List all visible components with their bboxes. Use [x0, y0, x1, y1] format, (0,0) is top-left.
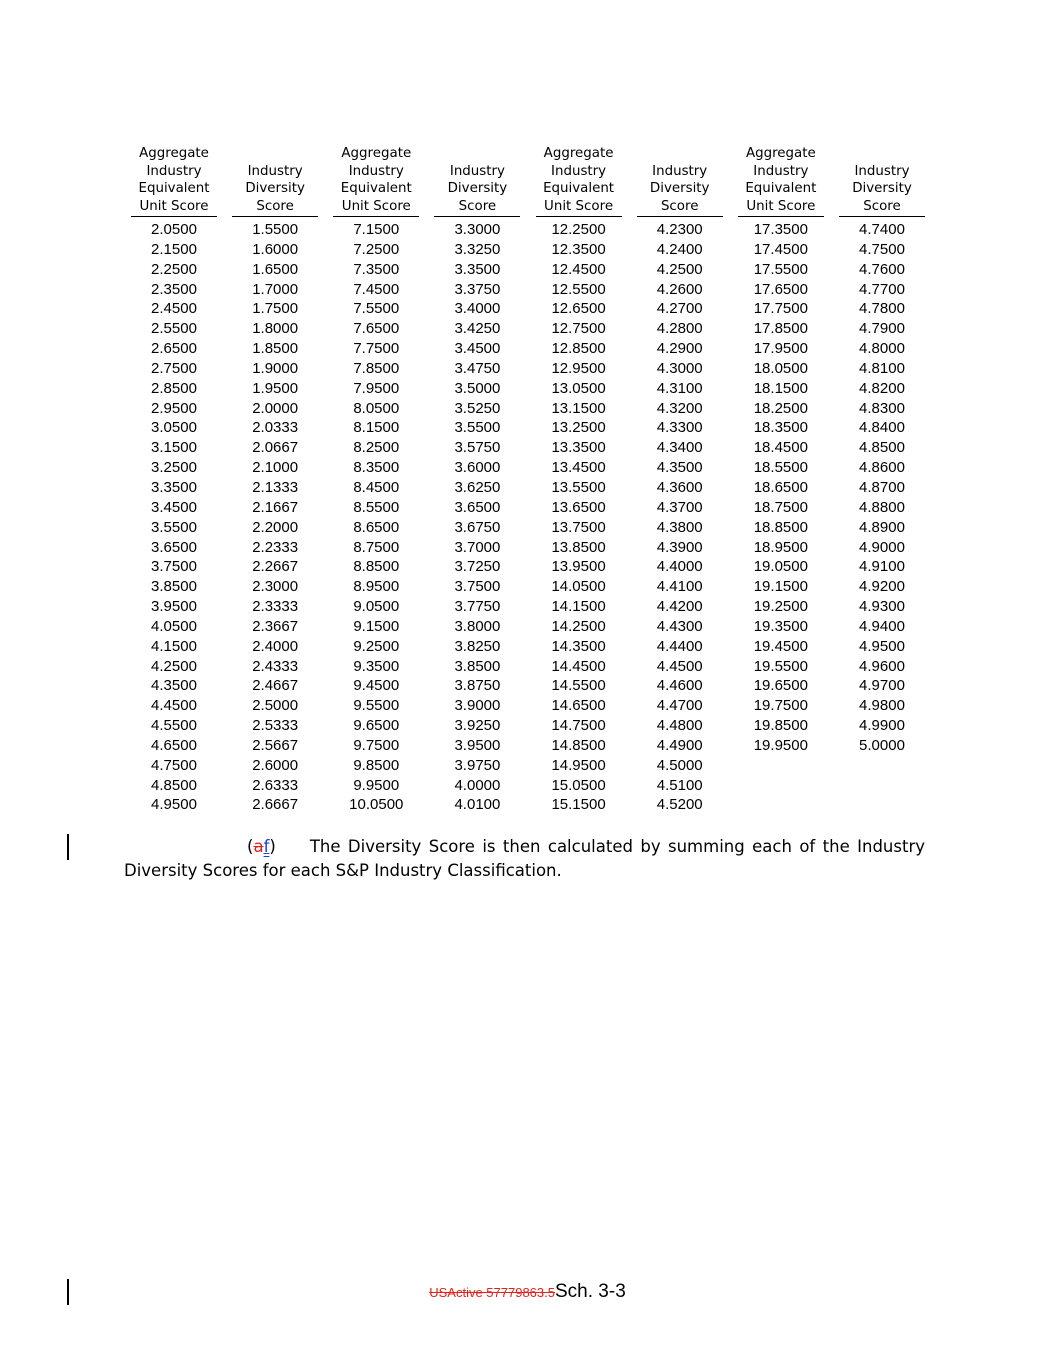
- table-cell: 9.1500: [353, 617, 400, 635]
- table-cell: 9.8500: [353, 756, 400, 774]
- table-cell: 7.5500: [353, 300, 400, 318]
- table-cell: [839, 795, 925, 815]
- table-cell: 3.5500: [454, 419, 501, 437]
- table-cell: 3.7500: [151, 558, 197, 576]
- table-cell: 15.0500: [551, 776, 606, 794]
- table-cell: 2.9500: [151, 399, 197, 417]
- table-cell: 4.4700: [656, 697, 703, 715]
- table-cell: 9.3500: [353, 657, 400, 675]
- table-cell: 18.0500: [753, 359, 808, 377]
- table-cell: 12.2500: [551, 221, 606, 238]
- table-cell: 18.3500: [753, 419, 808, 437]
- table-cell: 4.2600: [656, 280, 703, 298]
- table-cell: [839, 776, 925, 796]
- table-cell: 19.4500: [753, 637, 808, 655]
- table-cell: 3.4500: [454, 340, 501, 358]
- table-cell: 4.2700: [656, 300, 703, 318]
- table-cell: 4.3000: [656, 359, 703, 377]
- table-cell: 3.5500: [151, 518, 197, 536]
- table-cell: 4.9500: [151, 796, 197, 814]
- table-cell: 4.7500: [151, 756, 197, 774]
- table-cell: 4.2400: [656, 240, 703, 258]
- table-cell: 4.4800: [656, 717, 703, 735]
- table-cell: 4.3900: [656, 538, 703, 556]
- table-row: [131, 498, 925, 518]
- table-cell: 7.3500: [353, 260, 400, 278]
- table-cell: 2.5500: [151, 320, 197, 338]
- table-cell: 7.1500: [353, 221, 400, 238]
- table-cell: 3.9000: [454, 697, 501, 715]
- table-cell: 4.4200: [656, 598, 703, 616]
- table-cell: 15.1500: [551, 796, 606, 814]
- table-cell: 14.9500: [551, 756, 606, 774]
- table-cell: 7.7500: [353, 340, 400, 358]
- table-cell: 1.9000: [252, 359, 299, 377]
- table-cell: 3.3250: [454, 240, 501, 258]
- column-header: Aggregate Industry Equivalent Unit Score: [333, 145, 419, 217]
- table-cell: 17.9500: [753, 340, 808, 358]
- table-cell: 3.8250: [454, 637, 501, 655]
- table-cell: 4.0000: [454, 776, 501, 794]
- table-cell: 3.8500: [454, 657, 501, 675]
- table-cell: 14.3500: [551, 637, 606, 655]
- table-cell: 19.7500: [753, 697, 808, 715]
- paragraph-text: The Diversity Score is then calculated by summing each of the Industry Diversity Scores for each S&P Industry Classification.: [124, 837, 925, 880]
- table-cell: 18.6500: [753, 478, 808, 496]
- table-row: [131, 359, 925, 379]
- table-row: [131, 339, 925, 359]
- table-cell: 2.0500: [151, 221, 197, 238]
- table-cell: 1.7000: [252, 280, 299, 298]
- table-row: [131, 557, 925, 577]
- table-cell: 2.4000: [252, 637, 299, 655]
- table-cell: 12.6500: [551, 300, 606, 318]
- table-row: [131, 795, 925, 815]
- deleted-document-id: USActive 57779863.5: [429, 1285, 555, 1300]
- table-cell: 4.7900: [859, 320, 905, 338]
- table-cell: 3.4250: [454, 320, 501, 338]
- table-cell: 8.6500: [353, 518, 400, 536]
- table-cell: 19.6500: [753, 677, 808, 695]
- column-header: Aggregate Industry Equivalent Unit Score: [738, 145, 824, 217]
- table-cell: 4.4000: [656, 558, 703, 576]
- table-cell: 4.8800: [859, 498, 905, 516]
- table-row: [131, 280, 925, 300]
- table-cell: 19.8500: [753, 717, 808, 735]
- table-cell: 4.1500: [151, 637, 197, 655]
- table-cell: 4.3800: [656, 518, 703, 536]
- table-cell: 4.5100: [656, 776, 703, 794]
- table-cell: 17.3500: [753, 221, 808, 238]
- table-cell: 4.4500: [151, 697, 197, 715]
- table-cell: 4.2800: [656, 320, 703, 338]
- table-cell: 4.8500: [859, 439, 905, 457]
- table-cell: [839, 756, 925, 776]
- table-cell: 3.6750: [454, 518, 501, 536]
- table-cell: 18.7500: [753, 498, 808, 516]
- column-header: Industry Diversity Score: [232, 145, 318, 217]
- table-cell: 13.1500: [551, 399, 606, 417]
- table-cell: 3.7750: [454, 598, 501, 616]
- table-cell: 2.1500: [151, 240, 197, 258]
- table-cell: 2.0333: [252, 419, 299, 437]
- diversity-score-table: [131, 145, 925, 815]
- table-cell: 4.7500: [859, 240, 905, 258]
- table-cell: 2.1667: [252, 498, 299, 516]
- table-row: [131, 716, 925, 736]
- table-row: [131, 220, 925, 240]
- table-cell: 4.9700: [859, 677, 905, 695]
- table-cell: 2.2333: [252, 538, 299, 556]
- table-row: [131, 260, 925, 280]
- table-cell: 9.2500: [353, 637, 400, 655]
- table-cell: 2.4667: [252, 677, 299, 695]
- table-cell: 4.8700: [859, 478, 905, 496]
- table-row: [131, 676, 925, 696]
- change-bar-paragraph: [67, 834, 69, 860]
- table-cell: 3.3500: [151, 478, 197, 496]
- table-cell: 2.2667: [252, 558, 299, 576]
- table-cell: 14.0500: [551, 578, 606, 596]
- table-body: [131, 220, 925, 815]
- table-row: [131, 379, 925, 399]
- table-cell: 3.8500: [151, 578, 197, 596]
- table-row: [131, 597, 925, 617]
- table-cell: [738, 756, 824, 776]
- table-cell: 9.7500: [353, 736, 400, 754]
- table-cell: 13.5500: [551, 478, 606, 496]
- table-cell: 4.4900: [656, 736, 703, 754]
- table-cell: 8.1500: [353, 419, 400, 437]
- table-cell: 2.4500: [151, 300, 197, 318]
- page-number: Sch. 3-3: [555, 1281, 626, 1302]
- table-cell: 7.2500: [353, 240, 400, 258]
- table-cell: 4.5000: [656, 756, 703, 774]
- table-row: [131, 458, 925, 478]
- table-cell: 17.7500: [753, 300, 808, 318]
- table-row: [131, 538, 925, 558]
- table-cell: 4.8100: [859, 359, 905, 377]
- table-cell: 4.8000: [859, 340, 905, 358]
- table-cell: 2.7500: [151, 359, 197, 377]
- table-cell: 4.7400: [859, 221, 905, 238]
- table-cell: 5.0000: [859, 736, 905, 754]
- table-cell: 4.8300: [859, 399, 905, 417]
- table-cell: 3.4000: [454, 300, 501, 318]
- table-cell: [738, 776, 824, 796]
- table-cell: 2.8500: [151, 379, 197, 397]
- page-footer: [0, 1280, 1055, 1305]
- table-row: [131, 657, 925, 677]
- table-cell: 4.2500: [656, 260, 703, 278]
- table-cell: 1.8000: [252, 320, 299, 338]
- table-row: [131, 240, 925, 260]
- table-cell: 13.2500: [551, 419, 606, 437]
- table-cell: 8.7500: [353, 538, 400, 556]
- table-cell: 3.9500: [151, 598, 197, 616]
- table-cell: 14.2500: [551, 617, 606, 635]
- table-cell: 1.9500: [252, 379, 299, 397]
- table-cell: 3.2500: [151, 459, 197, 477]
- table-cell: 1.7500: [252, 300, 299, 318]
- table-cell: 3.0500: [151, 419, 197, 437]
- table-cell: 8.3500: [353, 459, 400, 477]
- table-cell: 19.9500: [753, 736, 808, 754]
- table-cell: 4.3300: [656, 419, 703, 437]
- table-cell: 13.4500: [551, 459, 606, 477]
- table-cell: 2.4333: [252, 657, 299, 675]
- table-cell: 14.8500: [551, 736, 606, 754]
- column-header: Industry Diversity Score: [434, 145, 520, 217]
- table-cell: 2.6500: [151, 340, 197, 358]
- table-cell: 17.5500: [753, 260, 808, 278]
- table-cell: 4.3200: [656, 399, 703, 417]
- table-cell: 3.6250: [454, 478, 501, 496]
- table-cell: 4.8200: [859, 379, 905, 397]
- table-row: [131, 696, 925, 716]
- table-cell: 17.8500: [753, 320, 808, 338]
- table-cell: 3.7250: [454, 558, 501, 576]
- inserted-letter: f: [263, 837, 270, 856]
- table-cell: 13.8500: [551, 538, 606, 556]
- table-row: [131, 518, 925, 538]
- table-cell: 3.8750: [454, 677, 501, 695]
- diversity-score-paragraph: [124, 835, 925, 883]
- table-cell: 2.1000: [252, 459, 299, 477]
- column-header: Aggregate Industry Equivalent Unit Score: [536, 145, 622, 217]
- table-row: [131, 418, 925, 438]
- table-cell: 1.5500: [252, 221, 299, 238]
- table-cell: 3.9500: [454, 736, 501, 754]
- table-cell: 2.5000: [252, 697, 299, 715]
- table-cell: 4.9800: [859, 697, 905, 715]
- table-cell: 10.0500: [349, 796, 404, 814]
- table-cell: 12.9500: [551, 359, 606, 377]
- table-cell: 9.5500: [353, 697, 400, 715]
- table-cell: 13.9500: [551, 558, 606, 576]
- table-cell: 4.4300: [656, 617, 703, 635]
- table-cell: 18.9500: [753, 538, 808, 556]
- table-cell: 19.2500: [753, 598, 808, 616]
- table-cell: 14.7500: [551, 717, 606, 735]
- table-cell: 3.4750: [454, 359, 501, 377]
- table-cell: 4.9500: [859, 637, 905, 655]
- table-cell: 9.9500: [353, 776, 400, 794]
- table-cell: 13.7500: [551, 518, 606, 536]
- table-cell: 2.6333: [252, 776, 299, 794]
- table-cell: 3.8000: [454, 617, 501, 635]
- table-cell: 7.4500: [353, 280, 400, 298]
- table-cell: 2.0667: [252, 439, 299, 457]
- table-row: [131, 776, 925, 796]
- table-cell: 4.8900: [859, 518, 905, 536]
- table-cell: 18.4500: [753, 439, 808, 457]
- para-open-paren: (: [247, 837, 254, 856]
- table-row: [131, 736, 925, 756]
- table-cell: 14.4500: [551, 657, 606, 675]
- table-cell: 3.5750: [454, 439, 501, 457]
- table-cell: 17.4500: [753, 240, 808, 258]
- table-cell: 2.2500: [151, 260, 197, 278]
- table-row: [131, 299, 925, 319]
- table-cell: 18.5500: [753, 459, 808, 477]
- table-cell: 4.3600: [656, 478, 703, 496]
- table-cell: 4.4500: [656, 657, 703, 675]
- table-cell: 2.3667: [252, 617, 299, 635]
- table-cell: 3.6000: [454, 459, 501, 477]
- table-cell: 4.8400: [859, 419, 905, 437]
- table-cell: 17.6500: [753, 280, 808, 298]
- table-cell: 4.3400: [656, 439, 703, 457]
- table-cell: [738, 795, 824, 815]
- table-cell: 12.3500: [551, 240, 606, 258]
- column-header: Aggregate Industry Equivalent Unit Score: [131, 145, 217, 217]
- table-cell: 4.8600: [859, 459, 905, 477]
- table-cell: 3.7500: [454, 578, 501, 596]
- table-cell: 19.0500: [753, 558, 808, 576]
- table-header-row: [131, 145, 925, 217]
- table-cell: 8.0500: [353, 399, 400, 417]
- table-cell: 4.9100: [859, 558, 905, 576]
- table-cell: 8.4500: [353, 478, 400, 496]
- table-cell: 14.6500: [551, 697, 606, 715]
- table-cell: 3.5250: [454, 399, 501, 417]
- table-cell: 2.6667: [252, 796, 299, 814]
- table-cell: 2.1333: [252, 478, 299, 496]
- table-cell: 4.3500: [151, 677, 197, 695]
- table-row: [131, 319, 925, 339]
- para-close-paren: ): [269, 837, 276, 856]
- table-cell: 7.6500: [353, 320, 400, 338]
- table-cell: 4.3700: [656, 498, 703, 516]
- table-row: [131, 577, 925, 597]
- table-cell: 12.7500: [551, 320, 606, 338]
- table-cell: 2.2000: [252, 518, 299, 536]
- table-cell: 2.6000: [252, 756, 299, 774]
- table-cell: 4.3500: [656, 459, 703, 477]
- deleted-letter: a: [253, 837, 264, 856]
- table-cell: 4.0500: [151, 617, 197, 635]
- table-cell: 2.3000: [252, 578, 299, 596]
- table-row: [131, 637, 925, 657]
- table-cell: 3.9750: [454, 756, 501, 774]
- table-cell: 13.0500: [551, 379, 606, 397]
- table-cell: 4.2900: [656, 340, 703, 358]
- table-row: [131, 756, 925, 776]
- table-cell: 2.5333: [252, 717, 299, 735]
- table-cell: 19.5500: [753, 657, 808, 675]
- table-cell: 14.1500: [551, 598, 606, 616]
- table-cell: 1.6500: [252, 260, 299, 278]
- table-cell: 4.9600: [859, 657, 905, 675]
- table-cell: 3.6500: [151, 538, 197, 556]
- table-cell: 4.9000: [859, 538, 905, 556]
- table-cell: 8.2500: [353, 439, 400, 457]
- table-cell: 7.8500: [353, 359, 400, 377]
- table-cell: 3.7000: [454, 538, 501, 556]
- table-cell: 2.5667: [252, 736, 299, 754]
- table-cell: 19.3500: [753, 617, 808, 635]
- table-cell: 4.2500: [151, 657, 197, 675]
- table-cell: 4.9900: [859, 717, 905, 735]
- table-cell: 19.1500: [753, 578, 808, 596]
- table-cell: 3.5000: [454, 379, 501, 397]
- table-cell: 13.3500: [551, 439, 606, 457]
- table-cell: 2.3500: [151, 280, 197, 298]
- table-cell: 8.5500: [353, 498, 400, 516]
- table-cell: 9.4500: [353, 677, 400, 695]
- table-cell: 2.0000: [252, 399, 299, 417]
- table-cell: 3.9250: [454, 717, 501, 735]
- table-cell: 3.6500: [454, 498, 501, 516]
- table-cell: 4.9300: [859, 598, 905, 616]
- table-cell: 4.5500: [151, 717, 197, 735]
- table-cell: 4.0100: [454, 796, 501, 814]
- table-cell: 18.1500: [753, 379, 808, 397]
- table-row: [131, 438, 925, 458]
- table-cell: 3.3500: [454, 260, 501, 278]
- table-cell: 7.9500: [353, 379, 400, 397]
- table-cell: 3.3750: [454, 280, 501, 298]
- table-cell: 3.1500: [151, 439, 197, 457]
- table-cell: 4.9400: [859, 617, 905, 635]
- table-cell: 2.3333: [252, 598, 299, 616]
- table-cell: 14.5500: [551, 677, 606, 695]
- table-cell: 4.9200: [859, 578, 905, 596]
- table-cell: 4.2300: [656, 221, 703, 238]
- table-cell: 4.3100: [656, 379, 703, 397]
- column-header: Industry Diversity Score: [637, 145, 723, 217]
- table-cell: 13.6500: [551, 498, 606, 516]
- table-cell: 3.3000: [454, 221, 501, 238]
- column-header: Industry Diversity Score: [839, 145, 925, 217]
- table-cell: 4.4400: [656, 637, 703, 655]
- table-cell: 12.4500: [551, 260, 606, 278]
- table-cell: 4.7800: [859, 300, 905, 318]
- table-cell: 4.4600: [656, 677, 703, 695]
- table-row: [131, 478, 925, 498]
- table-cell: 18.8500: [753, 518, 808, 536]
- table-cell: 18.2500: [753, 399, 808, 417]
- table-cell: 8.9500: [353, 578, 400, 596]
- table-cell: 12.5500: [551, 280, 606, 298]
- table-cell: 3.4500: [151, 498, 197, 516]
- table-cell: 4.7700: [859, 280, 905, 298]
- table-cell: 4.4100: [656, 578, 703, 596]
- table-cell: 9.6500: [353, 717, 400, 735]
- table-cell: 4.8500: [151, 776, 197, 794]
- table-cell: 9.0500: [353, 598, 400, 616]
- table-cell: 1.8500: [252, 340, 299, 358]
- table-cell: 8.8500: [353, 558, 400, 576]
- table-cell: 12.8500: [551, 340, 606, 358]
- table-cell: 4.6500: [151, 736, 197, 754]
- table-cell: 1.6000: [252, 240, 299, 258]
- table-cell: 4.7600: [859, 260, 905, 278]
- table-row: [131, 617, 925, 637]
- table-row: [131, 399, 925, 419]
- table-cell: 4.5200: [656, 796, 703, 814]
